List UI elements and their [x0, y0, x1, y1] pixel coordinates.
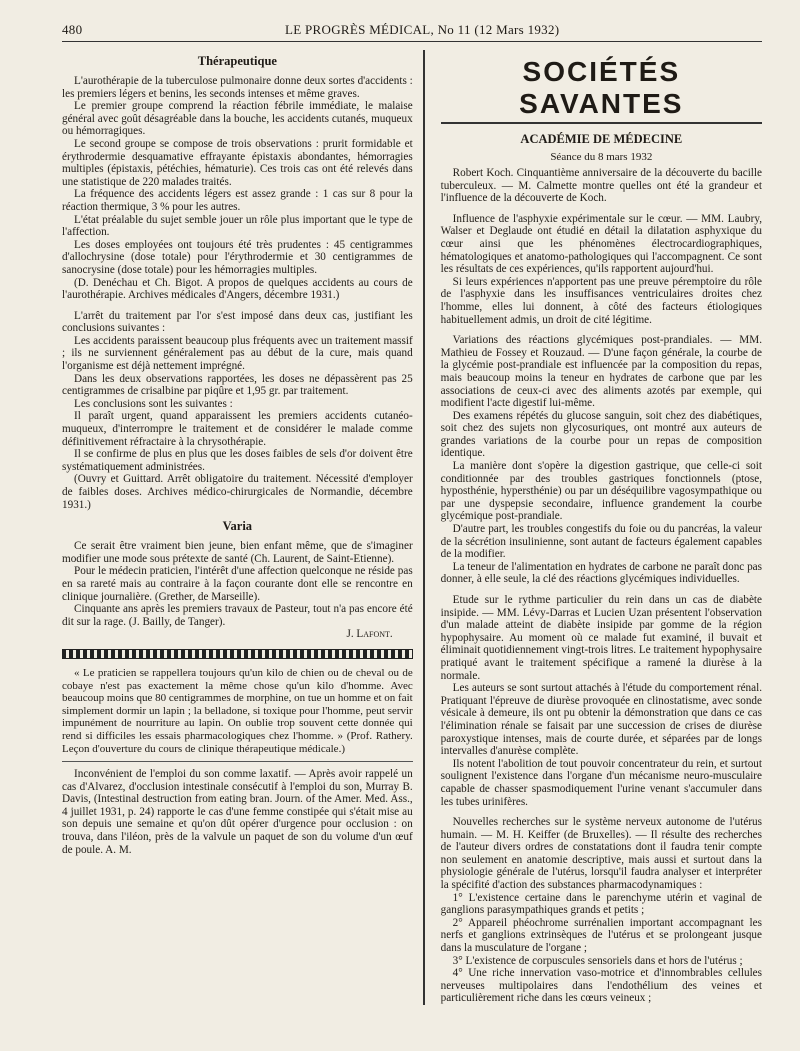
page-number: 480: [62, 22, 83, 37]
journal-title: LE PROGRÈS MÉDICAL, No 11 (12 Mars 1932): [285, 22, 560, 37]
left-column: [62, 50, 423, 1005]
varia-signature: J. Lafont.: [346, 628, 393, 641]
auro-citation: (D. Denéchau et Ch. Bigot. A propos de quelques accidents au cours de l'aurothérapie. Archives médicales d'Angers, décembre 1931.): [62, 276, 413, 302]
arret-citation: (Ouvry et Guittard. Arrêt obligatoire du traitement. Nécessité d'employer de faibles doses. Archives médico-chirurgicales de Normandie, décembre 1931.): [62, 473, 413, 511]
uterus-para-1: Nouvelles recherches sur le système nerveux autonome de l'utérus humain. — M. H. Keiffer (de Bruxelles). — Il résulte des recherches de l'auteur divers ordres de constatations dont il faudra tenir compte non seulement en anatomie descriptive, mais aussi et surtout dans la physiologie générale de l'utérus, lorsqu'il faudra analyser et interpréter la spécifité d'action des substances pharmacodynamiques :: [440, 816, 762, 892]
uterus-item-4: 4° Une riche innervation vaso-motrice et d'innombrables cellules nerveuses multipolaires dans l'endothélium des veines et particulièrement riche dans les cœurs veineux ;: [440, 967, 762, 1005]
asphyxie-para-1: Influence de l'asphyxie expérimentale sur le cœur. — MM. Laubry, Walser et Deglaude ont étudié en détail la dilatation asphyxique du cœur ainsi que les phénomènes électrocardiographiques, hématologiques et anatomo-pathologiques qui l'accompagnent. Ce sont les résultats de ces expériences, qu'ils rapportent aujourd'hui.: [440, 212, 762, 276]
rathery-quote: « Le praticien se rappellera toujours qu'un kilo de chien ou de cheval ou de cobaye n'est pas exactement la même chose qu'un kilo d'homme. Avec beaucoup moins que 80 centigrammes de morphine, on tue un homme et on fait simplement dormir un lapin ; la belladone, si toxique pour l'homme, peut servir impunément de nourriture au lapin. On oublie trop souvent cette donnée qui rend si difficiles les essais pharmacologiques chez l'homme. » (Prof. Rathery. Leçon d'ouverture du cours de clinique thérapeutique médicale.): [62, 666, 413, 755]
arret-para-4: Les conclusions sont les suivantes :: [74, 397, 233, 410]
glycemie-para-2: Des examens répétés du glucose sanguin, soit chez des diabétiques, soit chez des sujets non glycosuriques, ont montré aux auteurs de grandes variations de la courbe pour un repas de composition identique.: [440, 409, 762, 460]
running-head: [62, 22, 762, 42]
section-rule: [62, 761, 413, 762]
koch-para: Robert Koch. Cinquantième anniversaire de la découverte du bacille tuberculeux. — M. Calmette montre quelles ont été la grandeur et l'influence de la découverte de Koch.: [440, 167, 762, 205]
seance-date: Séance du 8 mars 1932: [550, 151, 653, 163]
uterus-item-2: 2° Appareil phéochrome surrénalien important accompagnant les nerfs et ganglions extrinsèques de l'utérus et se prolongeant jusque dans la musculature de l'organe ;: [440, 916, 762, 955]
societes-title: SOCIÉTÉS SAVANTES: [441, 56, 762, 124]
auro-para-3: Le second groupe se compose de trois observations : prurit formidable et érythrodermie desquamative effrayante épistaxis abondantes, hémorragies multiples (épistaxis, pétéchies, hématurie). Ces trois cas ont été relevés dans une statistique de 220 malades traités.: [62, 137, 413, 188]
varia-para-3: Cinquante ans après les premiers travaux de Pasteur, tout n'a pas encore été dit sur la rage. (J. Bailly, de Tanger).: [62, 603, 413, 628]
auro-para-6: Les doses employées ont toujours été très prudentes : 45 centigrammes d'allochrysine (dose totale) pour l'érythrodermie et 30 centigrammes de sanocrysine (dose totale) pour les hémorragies multiples.: [62, 238, 413, 276]
auro-para-2: Le premier groupe comprend la réaction fébrile immédiate, le malaise général avec goût désagréable dans la bouche, les accidents cutanés, muqueux ou hémorragiques.: [62, 100, 413, 138]
glycemie-para-5: La teneur de l'alimentation en hydrates de carbone ne paraît donc pas donner, à elle seule, la clé des réactions glycémiques individuelles.: [440, 560, 762, 586]
asphyxie-para-2: Si leurs expériences n'apportent pas une preuve péremptoire du rôle de l'asphyxie dans les insuffisances ventriculaires droites chez l'homme, elles lui donnent, à côté des facteurs étiologiques habituellement admis, un droit de cité légitime.: [440, 275, 762, 326]
varia-para-1: Ce serait être vraiment bien jeune, bien enfant même, que de s'imaginer modifier une mode sous prétexte de santé (Ch. Laurent, de Saint-Etienne).: [62, 540, 413, 565]
arret-para-6: Il se confirme de plus en plus que les doses faibles de sels d'or doivent être systématiquement administrées.: [62, 448, 413, 473]
glycemie-para-1: Variations des réactions glycémiques post-prandiales. — MM. Mathieu de Fossey et Rouzaud. — D'une façon générale, la courbe de la glycémie post-prandiale est influencée par la composition du repas, mais beaucoup moins la teneur en hydrates de carbone que par les associations de ceux-ci avec des aliments azotés par exemple, qui modifient l'acte digestif lui-même.: [440, 334, 762, 410]
auro-para-4: La fréquence des accidents légers est assez grande : 1 cas sur 8 pour la réaction thermique, 3 % pour les autres.: [62, 188, 413, 213]
arret-para-1: L'arrêt du traitement par l'or s'est imposé dans deux cas, justifiant les conclusions suivantes :: [62, 309, 413, 335]
auro-para-1: L'aurothérapie de la tuberculose pulmonaire donne deux sortes d'accidents : les premiers légers et benins, les seconds intenses et même graves.: [62, 75, 413, 100]
glycemie-para-4: D'autre part, les troubles congestifs du foie ou du pancréas, la valeur de la sécrétion insulinienne, sont autant de facteurs également capables de la modifier.: [440, 523, 762, 561]
right-column: [433, 50, 762, 1005]
arret-para-5: Il paraît urgent, quand apparaissent les premiers accidents cutanéo-muqueux, d'interrompre le traitement et de considérer le malade comme définitivement réfractaire à la chrysothérapie.: [62, 410, 413, 448]
rein-para-1: Etude sur le rythme particulier du rein dans un cas de diabète insipide. — MM. Lévy-Darras et Lucien Uzan présentent l'observation d'un malade atteint de diabète insipide par gomme de la région hypophysaire. Au moment où ce malade fut examiné, il buvait et éliminait quotidiennement vingt-trois litres. Le traitement hypophysaire pratiqué avant le traitement spécifique a ramené la diurèse à la normale.: [440, 594, 762, 682]
arret-para-3: Dans les deux observations rapportées, les doses ne dépassèrent pas 25 centigrammes de crisalbine par piqûre et 1,95 gr. par traitement.: [62, 372, 413, 398]
uterus-item-1: 1° L'existence certaine dans le parenchyme utérin et vaginal de ganglions parasympathiques grands et petits ;: [440, 891, 762, 917]
arret-para-2: Les accidents paraissent beaucoup plus fréquents avec un traitement massif ; ils ne surviennent généralement pas au début de la cure, mais quand l'organisme est déjà nettement imprégné.: [62, 334, 413, 373]
son-article: Inconvénient de l'emploi du son comme laxatif. — Après avoir rappelé un cas d'Alvarez, d'occlusion intestinale consécutif à l'emploi du son, Murray B. Davis, (Intestinal destruction from eating bran. Journ. of the Amer. Med. Ass., 4 juillet 1931, p. 24) rapporte le cas d'une femme constipée qui s'était mise au son depuis une semaine et qu'on dût opérer d'urgence pour occlusion : on trouva, dans l'iléon, près de la valvule un paquet de son du volume d'un œuf de poule. A. M.: [62, 768, 413, 856]
decorative-divider: [62, 649, 413, 659]
varia-para-2: Pour le médecin praticien, l'intérêt d'une affection quelconque ne réside pas en sa rareté mais au contraire à la façon courante dont elle se rencontre en clinique journalière. (Grether, de Marseille).: [62, 565, 413, 603]
glycemie-para-3: La manière dont s'opère la digestion gastrique, que celle-ci soit conditionnée par des troubles gastriques fonctionnels (ptose, hyposthénie, hypersthénie) ou par un déséquilibre vagosympathique ou par une dyspepsie secondaire, influence grandement la courbe glycémique post-prandiale.: [440, 460, 762, 523]
varia-title: Varia: [222, 519, 253, 534]
column-rule: [423, 50, 425, 1005]
academy-title: ACADÉMIE DE MÉDECINE: [520, 132, 683, 146]
auro-para-5: L'état préalable du sujet semble jouer un rôle plus important que le type de l'affection.: [62, 213, 413, 239]
rein-para-3: Ils notent l'abolition de tout pouvoir concentrateur du rein, et surtout soulignent l'existence dans l'organe d'un mécanisme neuro-musculaire capable de chasser spasmodiquement l'urine venant s'accumuler dans les tubes urinifères.: [440, 757, 762, 808]
therapeutique-title: Thérapeutique: [197, 54, 277, 68]
rein-para-2: Les auteurs se sont surtout attachés à l'étude du comportement rénal. Pratiquant l'épreuve de diurèse provoquée en clinostatisme, avec sonde vésicale à demeure, ils ont pu obtenir la démonstration que dans ce cas l'élimination rénale se faisait par une succession de crises de diurèse paroxystique intenses, mais de courte durée, et séparées par de longs intervalles d'anurèse complète.: [440, 682, 762, 758]
uterus-item-3: 3° L'existence de corpuscules sensoriels dans et hors de l'utérus ;: [452, 954, 743, 967]
